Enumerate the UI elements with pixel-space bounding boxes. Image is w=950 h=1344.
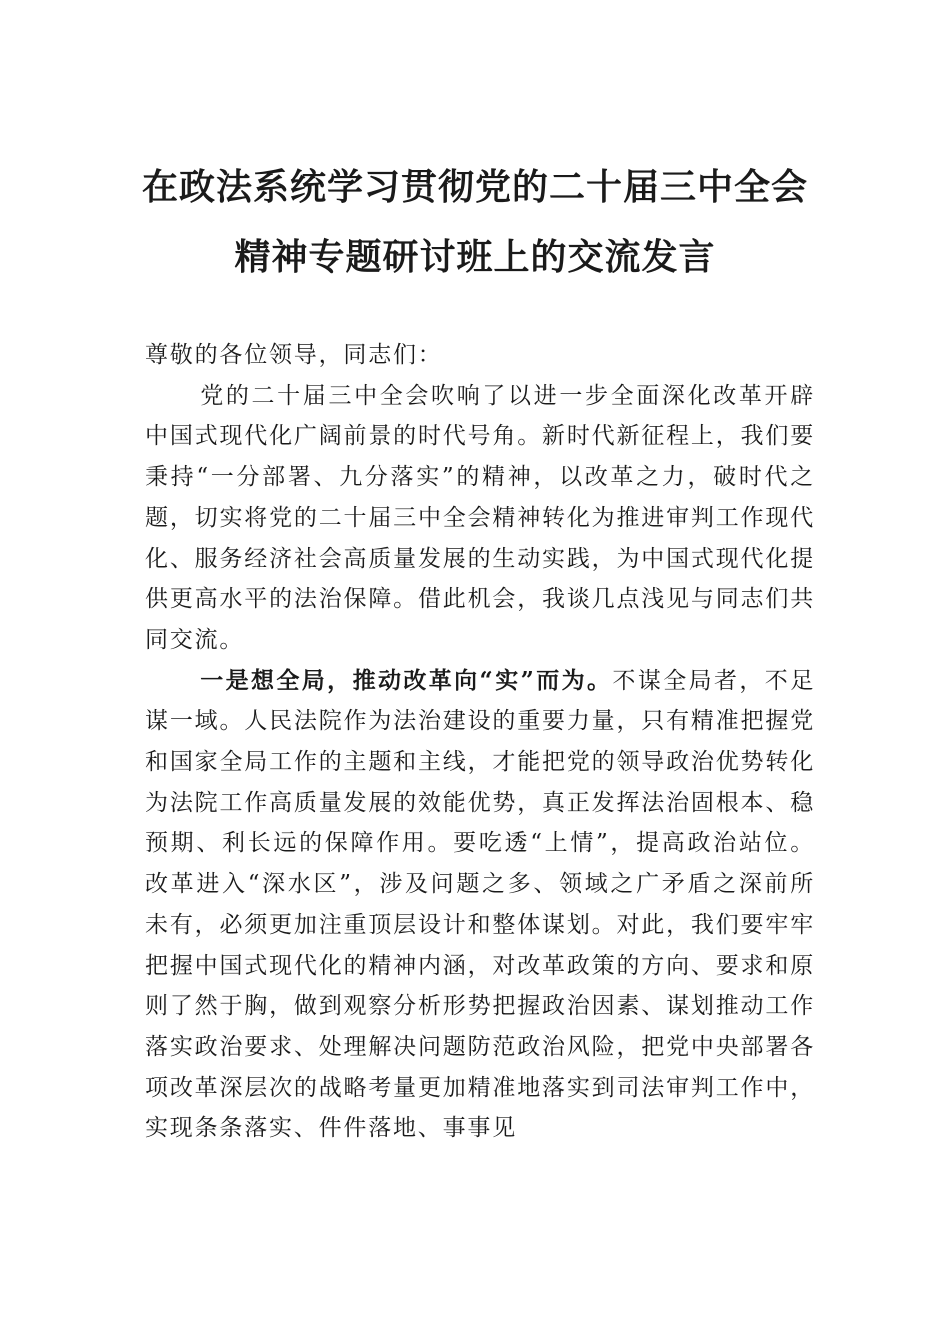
document-title-line-2: 精神专题研讨班上的交流发言 (234, 236, 716, 278)
document-title-line-1: 在政法系统学习贯彻党的二十届三中全会 (141, 166, 808, 208)
paragraph-point-one-lead: 一是想全局，推动改革向“实”而为。 (200, 666, 613, 694)
salutation: 尊敬的各位领导，同志们： (145, 342, 443, 368)
paragraph-point-one (145, 661, 815, 1149)
document-body (145, 335, 815, 1149)
paragraph-intro: 党的二十届三中全会吹响了以进一步全面深化改革开辟中国式现代化广阔前景的时代号角。新时代新征程上，我们要秉持“一分部署、九分落实”的精神，以改革之力，破时代之题，切实将党的二十届三中全会精神转化为推进审判工作现代化、服务经济社会高质量发展的生动实践，为中国式现代化提供更高水平的法治保障。借此机会，我谈几点浅见与同志们共同交流。 (145, 382, 815, 653)
paragraph-point-one-body: 不谋全局者，不足谋一域。人民法院作为法治建设的重要力量，只有精准把握党和国家全局工作的主题和主线，才能把党的领导政治优势转化为法院工作高质量发展的效能优势，真正发挥法治固根本、稳预期、利长远的保障作用。要吃透“上情”，提高政治站位。改革进入“深水区”，涉及问题之多、领域之广矛盾之深前所未有，必须更加注重顶层设计和整体谋划。对此，我们要牢牢把握中国式现代化的精神内涵，对改革政策的方向、要求和原则了然于胸，做到观察分析形势把握政治因素、谋划推动工作落实政治要求、处理解决问题防范政治风险，把党中央部署各项改革深层次的战略考量更加精准地落实到司法审判工作中，实现条条落实、件件落地、事事见 (145, 667, 816, 1142)
